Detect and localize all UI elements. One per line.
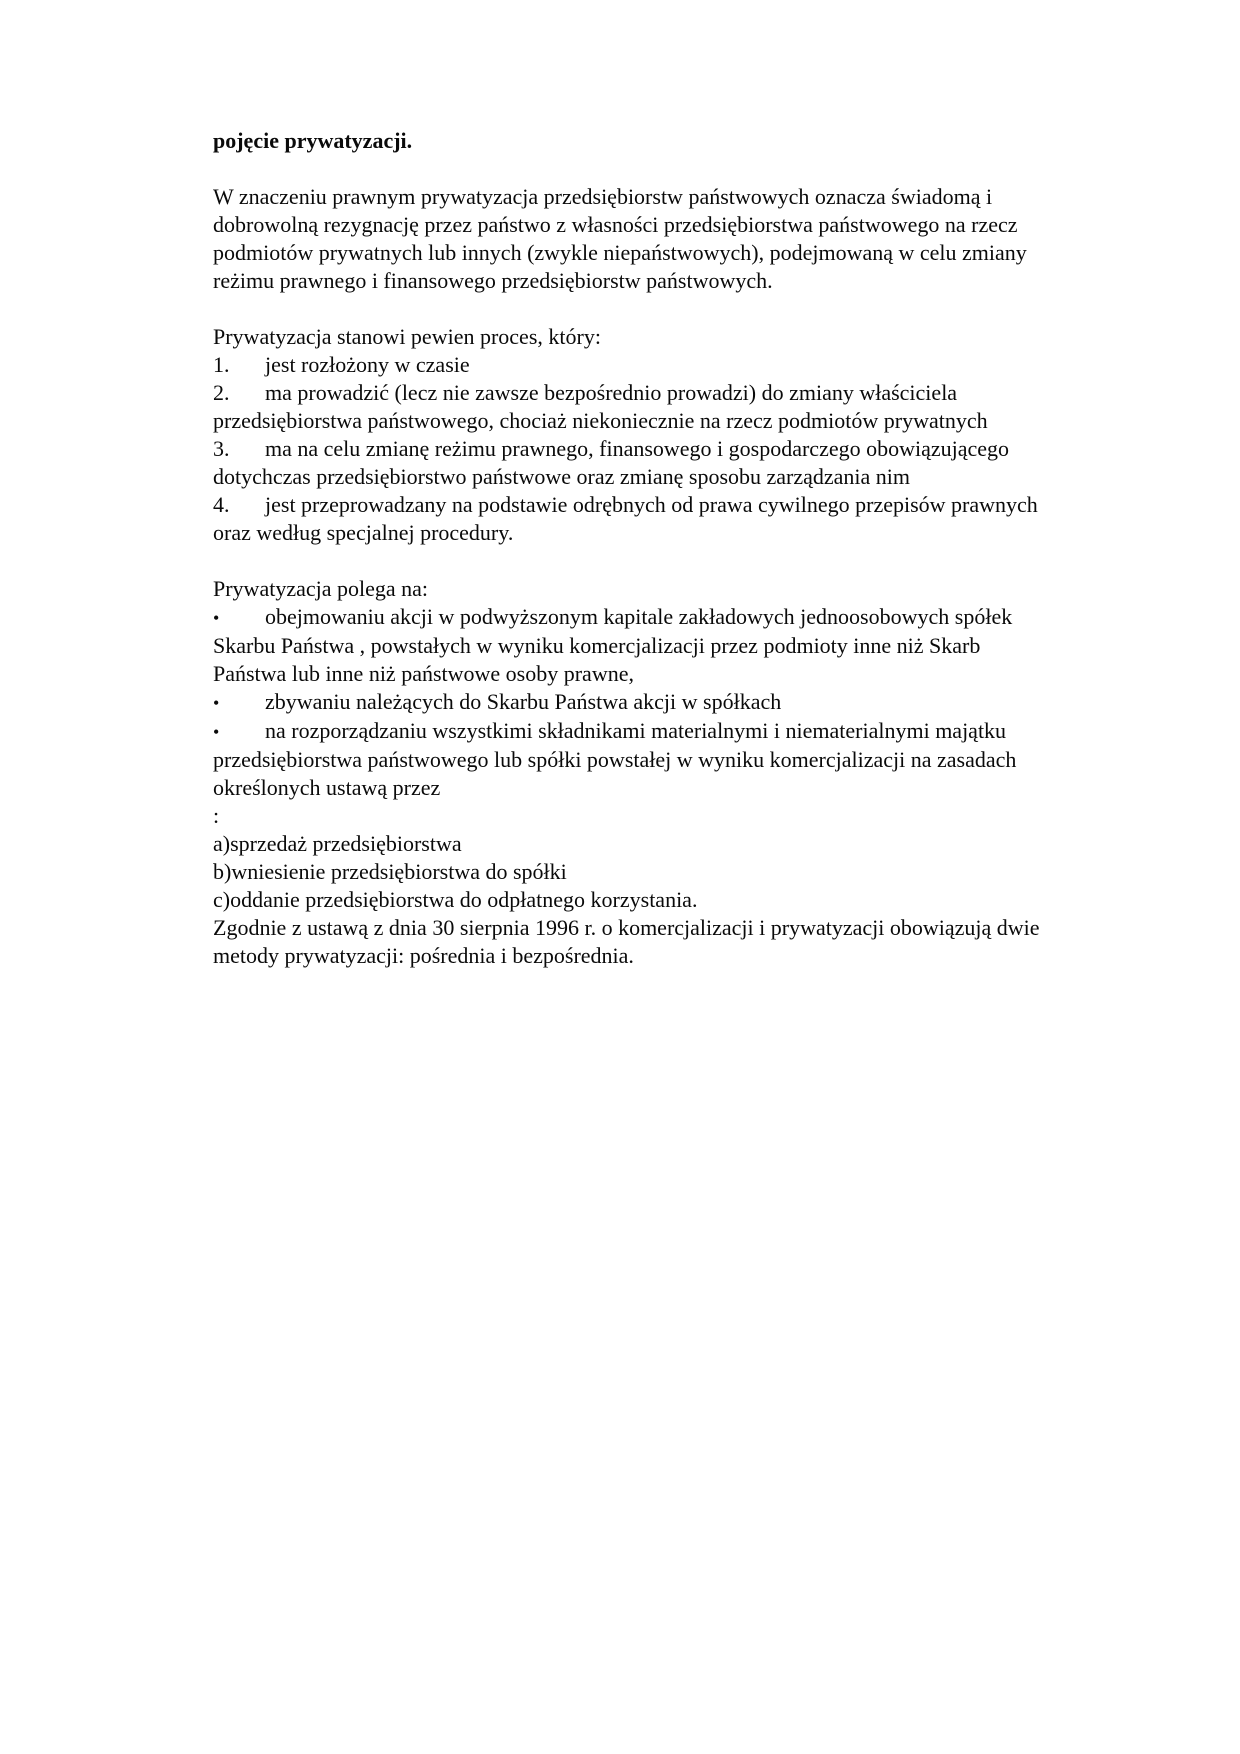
bullet-item	[213, 603, 1043, 688]
closing-paragraph: Zgodnie z ustawą z dnia 30 sierpnia 1996 r. o komercjalizacji i prywatyzacji obowiązują dwie metody prywatyzacji: pośrednia i bezpośrednia.	[213, 915, 1040, 968]
title-section	[213, 127, 1043, 155]
process-section	[213, 323, 1043, 547]
polega-heading: Prywatyzacja polega na:	[213, 576, 429, 601]
sub-item: b)wniesienie przedsiębiorstwa do spółki	[213, 859, 567, 884]
list-item	[213, 491, 1043, 547]
polega-section	[213, 575, 1043, 970]
list-item	[213, 379, 1043, 435]
bullet-icon: •	[213, 693, 220, 713]
list-number-marker: 2.	[213, 380, 230, 405]
list-item-text: ma prowadzić (lecz nie zawsze bezpośrednio prowadzi) do zmiany właściciela przedsiębiorstwa państwowego, chociaż niekoniecznie na rzecz podmiotów prywatnych	[213, 380, 988, 433]
list-item-text: jest przeprowadzany na podstawie odrębnych od prawa cywilnego przepisów prawnych oraz według specjalnej procedury.	[213, 492, 1038, 545]
list-number-marker: 3.	[213, 436, 230, 461]
bullet-item	[213, 688, 1043, 717]
bullet-item	[213, 717, 1043, 802]
process-heading: Prywatyzacja stanowi pewien proces, który:	[213, 324, 601, 349]
bullet-icon: •	[213, 608, 220, 628]
sub-item: a)sprzedaż przedsiębiorstwa	[213, 831, 462, 856]
sub-item: c)oddanie przedsiębiorstwa do odpłatnego korzystania.	[213, 887, 698, 912]
page-title: pojęcie prywatyzacji.	[213, 128, 413, 153]
bullet-icon: •	[213, 722, 220, 742]
bullet-item-text: obejmowaniu akcji w podwyższonym kapitale zakładowych jednoosobowych spółek Skarbu Państwa , powstałych w wyniku komercjalizacji przez podmioty inne niż Skarb Państwa lub inne niż państwowe osoby prawne,	[213, 604, 1013, 686]
list-number-marker: 4.	[213, 492, 230, 517]
list-item	[213, 435, 1043, 491]
bullet-item-text: zbywaniu należących do Skarbu Państwa akcji w spółkach	[265, 689, 782, 714]
colon-line: :	[213, 803, 220, 828]
bullet-item-text: na rozporządzaniu wszystkimi składnikami materialnymi i niematerialnymi majątku przedsiębiorstwa państwowego lub spółki powstałej w wyniku komercjalizacji na zasadach określonych ustawą przez	[213, 718, 1017, 800]
intro-section	[213, 183, 1043, 295]
list-item-text: ma na celu zmianę reżimu prawnego, finansowego i gospodarczego obowiązującego dotychczas przedsiębiorstwo państwowe oraz zmianę sposobu zarządzania nim	[213, 436, 1010, 489]
intro-paragraph: W znaczeniu prawnym prywatyzacja przedsiębiorstw państwowych oznacza świadomą i dobrowolną rezygnację przez państwo z własności przedsiębiorstwa państwowego na rzecz podmiotów prywatnych lub innych (zwykle niepaństwowych), podejmowaną w celu zmiany reżimu prawnego i finansowego przedsiębiorstw państwowych.	[213, 184, 1027, 293]
list-item	[213, 351, 1043, 379]
list-number-marker: 1.	[213, 352, 230, 377]
list-item-text: jest rozłożony w czasie	[265, 352, 470, 377]
